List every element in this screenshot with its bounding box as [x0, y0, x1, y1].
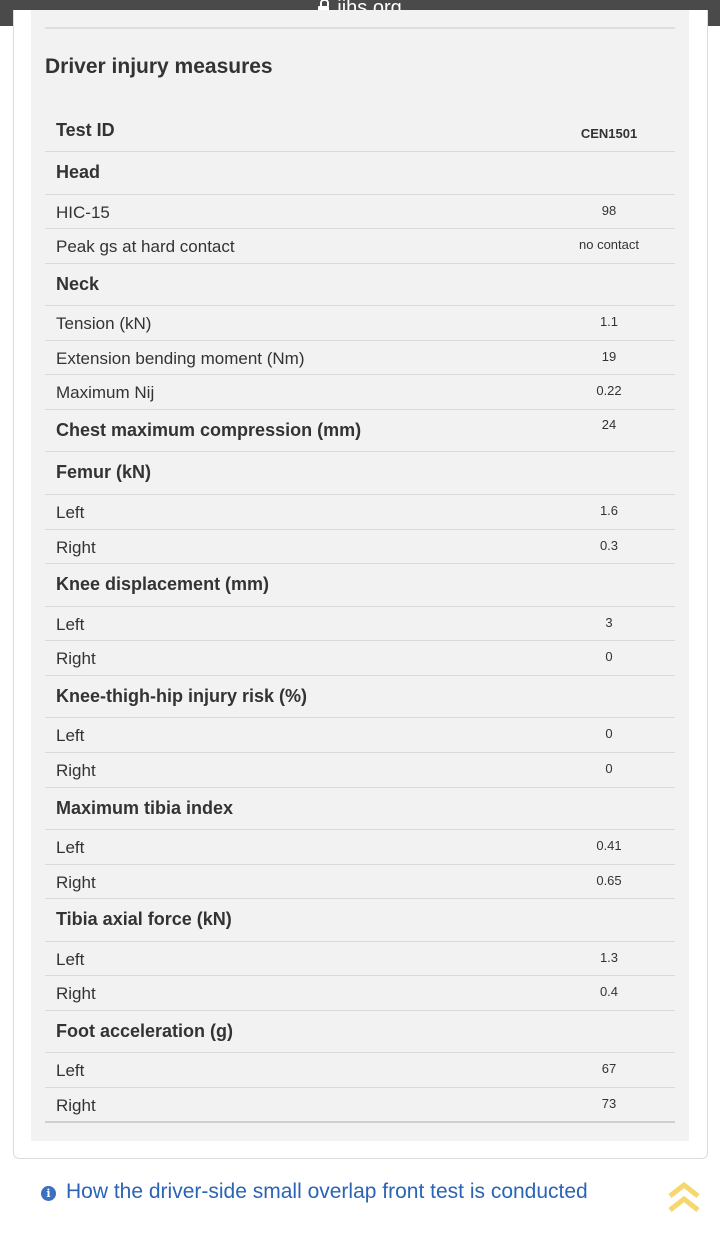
table-row-test-id	[45, 110, 675, 152]
table-row	[45, 942, 675, 977]
row-value: 0.3	[599, 537, 619, 553]
row-label: Right	[56, 984, 96, 1004]
group-label: Neck	[56, 273, 100, 294]
table-row	[45, 976, 675, 1011]
group-header-chest	[45, 410, 675, 453]
row-label: Left	[56, 726, 85, 746]
row-label: Right	[56, 1096, 96, 1115]
row-label: Tension (kN)	[56, 314, 152, 334]
row-value: 3	[605, 614, 613, 630]
group-header-neck	[45, 264, 675, 307]
row-label: HIC-15	[56, 202, 110, 222]
row-value: 0.65	[596, 872, 622, 888]
row-label: Left	[56, 838, 85, 858]
row-label: Left	[56, 949, 85, 969]
row-label: Right	[56, 872, 96, 892]
group-label: Head	[56, 162, 101, 182]
test-info-link[interactable]	[41, 1180, 588, 1204]
panel-divider	[45, 27, 675, 29]
table-row	[45, 641, 675, 676]
group-header-foot	[45, 1011, 675, 1054]
group-label: Femur (kN)	[56, 462, 152, 483]
row-value: 73	[601, 1096, 617, 1111]
table-row	[45, 753, 675, 788]
row-value: 0.4	[599, 984, 619, 1000]
table-row	[45, 195, 675, 230]
table-row	[45, 495, 675, 530]
group-header-knee-thigh-hip	[45, 676, 675, 719]
row-label: Right	[56, 760, 96, 780]
group-label: Foot acceleration (g)	[56, 1020, 234, 1041]
row-value: 0	[605, 760, 613, 776]
test-info-link-text[interactable]: How the driver-side small overlap front test is conducted	[66, 1180, 588, 1203]
group-header-knee	[45, 564, 675, 607]
row-value: 19	[601, 348, 617, 364]
group-header-tibia-force	[45, 899, 675, 942]
row-value: 0.22	[596, 383, 622, 399]
table-row	[45, 865, 675, 900]
row-label: Right	[56, 649, 96, 669]
row-label: Right	[56, 537, 96, 557]
group-label: Maximum tibia index	[56, 797, 234, 818]
row-value: 24	[601, 416, 617, 432]
row-value: 1.3	[599, 949, 619, 965]
group-header-head	[45, 152, 675, 195]
row-label: Peak gs at hard contact	[56, 237, 235, 257]
table-row	[45, 607, 675, 642]
row-value: 98	[601, 202, 617, 218]
table-row	[45, 530, 675, 565]
row-label: Left	[56, 614, 85, 634]
info-icon: i	[41, 1186, 56, 1201]
group-header-femur	[45, 452, 675, 495]
group-label: Chest maximum compression (mm)	[56, 419, 362, 440]
table-row	[45, 1088, 675, 1123]
row-label: Extension bending moment (Nm)	[56, 348, 305, 368]
group-label: Tibia axial force (kN)	[56, 909, 232, 930]
table-row	[45, 229, 675, 264]
row-value: 0	[605, 726, 613, 742]
row-label: Left	[56, 502, 85, 522]
row-value: 0.41	[596, 838, 622, 854]
table-row	[45, 306, 675, 341]
table-row	[45, 830, 675, 865]
row-value: 67	[601, 1061, 617, 1077]
table-row	[45, 375, 675, 410]
table-row	[45, 718, 675, 753]
table-row	[45, 341, 675, 376]
group-label: Knee displacement (mm)	[56, 574, 270, 595]
scroll-to-top-button[interactable]	[664, 1180, 704, 1214]
test-id-label: Test ID	[56, 120, 115, 140]
row-value: 1.6	[599, 502, 619, 518]
row-value: 1.1	[599, 314, 619, 330]
injury-measures-table	[45, 110, 675, 1123]
row-value: 0	[605, 649, 613, 665]
group-header-tibia-index	[45, 788, 675, 831]
test-id-value: CEN1501	[580, 126, 638, 141]
table-row	[45, 1053, 675, 1088]
row-value: no contact	[579, 237, 639, 253]
group-label: Knee-thigh-hip injury risk (%)	[56, 685, 308, 706]
section-title: Driver injury measures	[45, 55, 273, 78]
double-chevron-up-icon	[664, 1180, 704, 1214]
row-label: Left	[56, 1061, 85, 1081]
row-label: Maximum Nij	[56, 383, 155, 403]
